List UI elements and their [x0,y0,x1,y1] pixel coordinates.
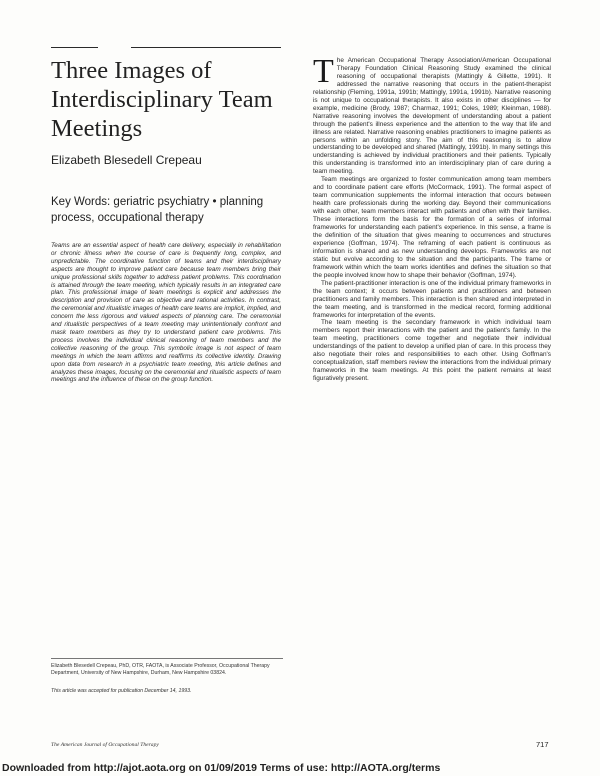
drop-cap: T [313,57,334,90]
body-paragraph [313,57,551,176]
body-paragraph: The team meeting is the secondary framework in which individual team members report their interactions with the patient and the patient's family. In the team meeting, practitioners come together and negotiate their individual understandings of the patient to develop a unified plan of care. In this process they also negotiate their roles and responsibilities to each other. Using Goffman's conceptualization, staff members review the interactions from the individual primary frameworks in the team meetings. At this point the patient remains at least figuratively present. [313,319,551,383]
page-number: 717 [536,740,549,749]
footnote-rule [51,658,283,659]
body-paragraph: Team meetings are organized to foster communication among team members and to coordinate patient care efforts (McCormack, 1991). The formal aspect of team communication supplements the informal interaction that occurs between health care professionals during the working day. Beyond their communications with each other, team members interact with patients and often with their families. These interactions form the basis for the formation of a series of informal frameworks for understanding each patient's experience. In this sense, a frame is the definition of the situation that gives meaning to occurrences and structures experience (Goffman, 1974). The reframing of each patient is continuous as information is shared and as new understanding develops. Frameworks are not static but evolve according to the situation and the participants. The frame or framework within which the team works identifies and defines the situation so that the people involved know how to shape their behavior (Goffman, 1974). [313,176,551,279]
body-paragraph: The patient-practitioner interaction is one of the individual primary frameworks in the team context; it occurs between patients and practitioners and between practitioners and family members. This interaction is then shared and interpreted in the team meeting, and is transformed in the medical record, forming additional frameworks for interpretation of the events. [313,279,551,319]
top-rule-right [131,47,281,48]
abstract: Teams are an essential aspect of health care delivery, especially in rehabilitation or chronic illness when the course of care is frequently long, complex, and unpredictable. The coordinative function of teams and their interdisciplinary aspects are thought to improve patient care because team members bring their unique professional skills together to address patient problems. This coordination is attained through the team meeting, which typically results in an integrated care plan. This professional image of team meetings is explicit and addresses the description and provision of care as objective and rational activities. In contrast, the ceremonial and ritualistic images of health care teams are implicit, implied, and concern the less rigorous and valued aspects of planning care. The ceremonial and ritualistic perspectives of a team meeting may unintentionally confront and mask team members as they try to understand patient care problems. This process involves the individual clinical reasoning of team members and the collective reasoning of the group. This symbolic image is not aspect of team meetings in which the team affirms and reaffirms its collective identity. Drawing upon data from research in a psychiatric team meeting, this article defines and analyzes these images, focusing on the ceremonial and ritualistic aspects of team meetings and the influence of these on the group function. [51,242,281,384]
body-paragraph-text: he American Occupational Therapy Association/American Occupational Therapy Foundation Clinical Reasoning Study examined the clinical reasoning of occupational therapists (Mattingly & Gillette, 1991). It addressed the narrative reasoning that occurs in the patient-therapist relationship (Fleming, 1991a, 1991b; Mattingly, 1991a, 1991b). Narrative reasoning is not unique to occupational therapists. It also exists in other disciplines — for example, medicine (Brody, 1987; Charmaz, 1991; Coles, 1989; Kleinman, 1988). Narrative reasoning involves the development of understanding about a patient through the patient's illness experience and the attention to the way that life and illness are related. Narrative reasoning enables practitioners to imagine patients as persons within an unfolding story. The aim of this reasoning is to allow understanding to be developed and shared (Mattingly, 1991b). In many settings this understanding is achieved by individual practitioners and their patients. Typically this understanding is transformed into an interdisciplinary plan of care during a team meeting. [313,57,551,176]
download-footer: Downloaded from http://ajot.aota.org on 01/09/2019 Terms of use: http://AOTA.org/terms [2,762,441,774]
article-title: Three Images of Interdisciplinary Team Meetings [51,57,273,142]
acceptance-note: This article was accepted for publication December 14, 1993. [51,688,192,694]
author-affiliation-note: Elizabeth Blesedell Crepeau, PhD, OTR, FAOTA, is Associate Professor, Occupational Therapy Department, University of New Hampshire, Durham, New Hampshire 03824. [51,663,270,676]
body-text-column [313,57,551,742]
author-name: Elizabeth Blesedell Crepeau [51,153,202,167]
journal-name: The American Journal of Occupational Therapy [51,742,159,748]
top-rule-left [51,47,98,48]
keywords: Key Words: geriatric psychiatry • planning process, occupational therapy [51,196,264,224]
